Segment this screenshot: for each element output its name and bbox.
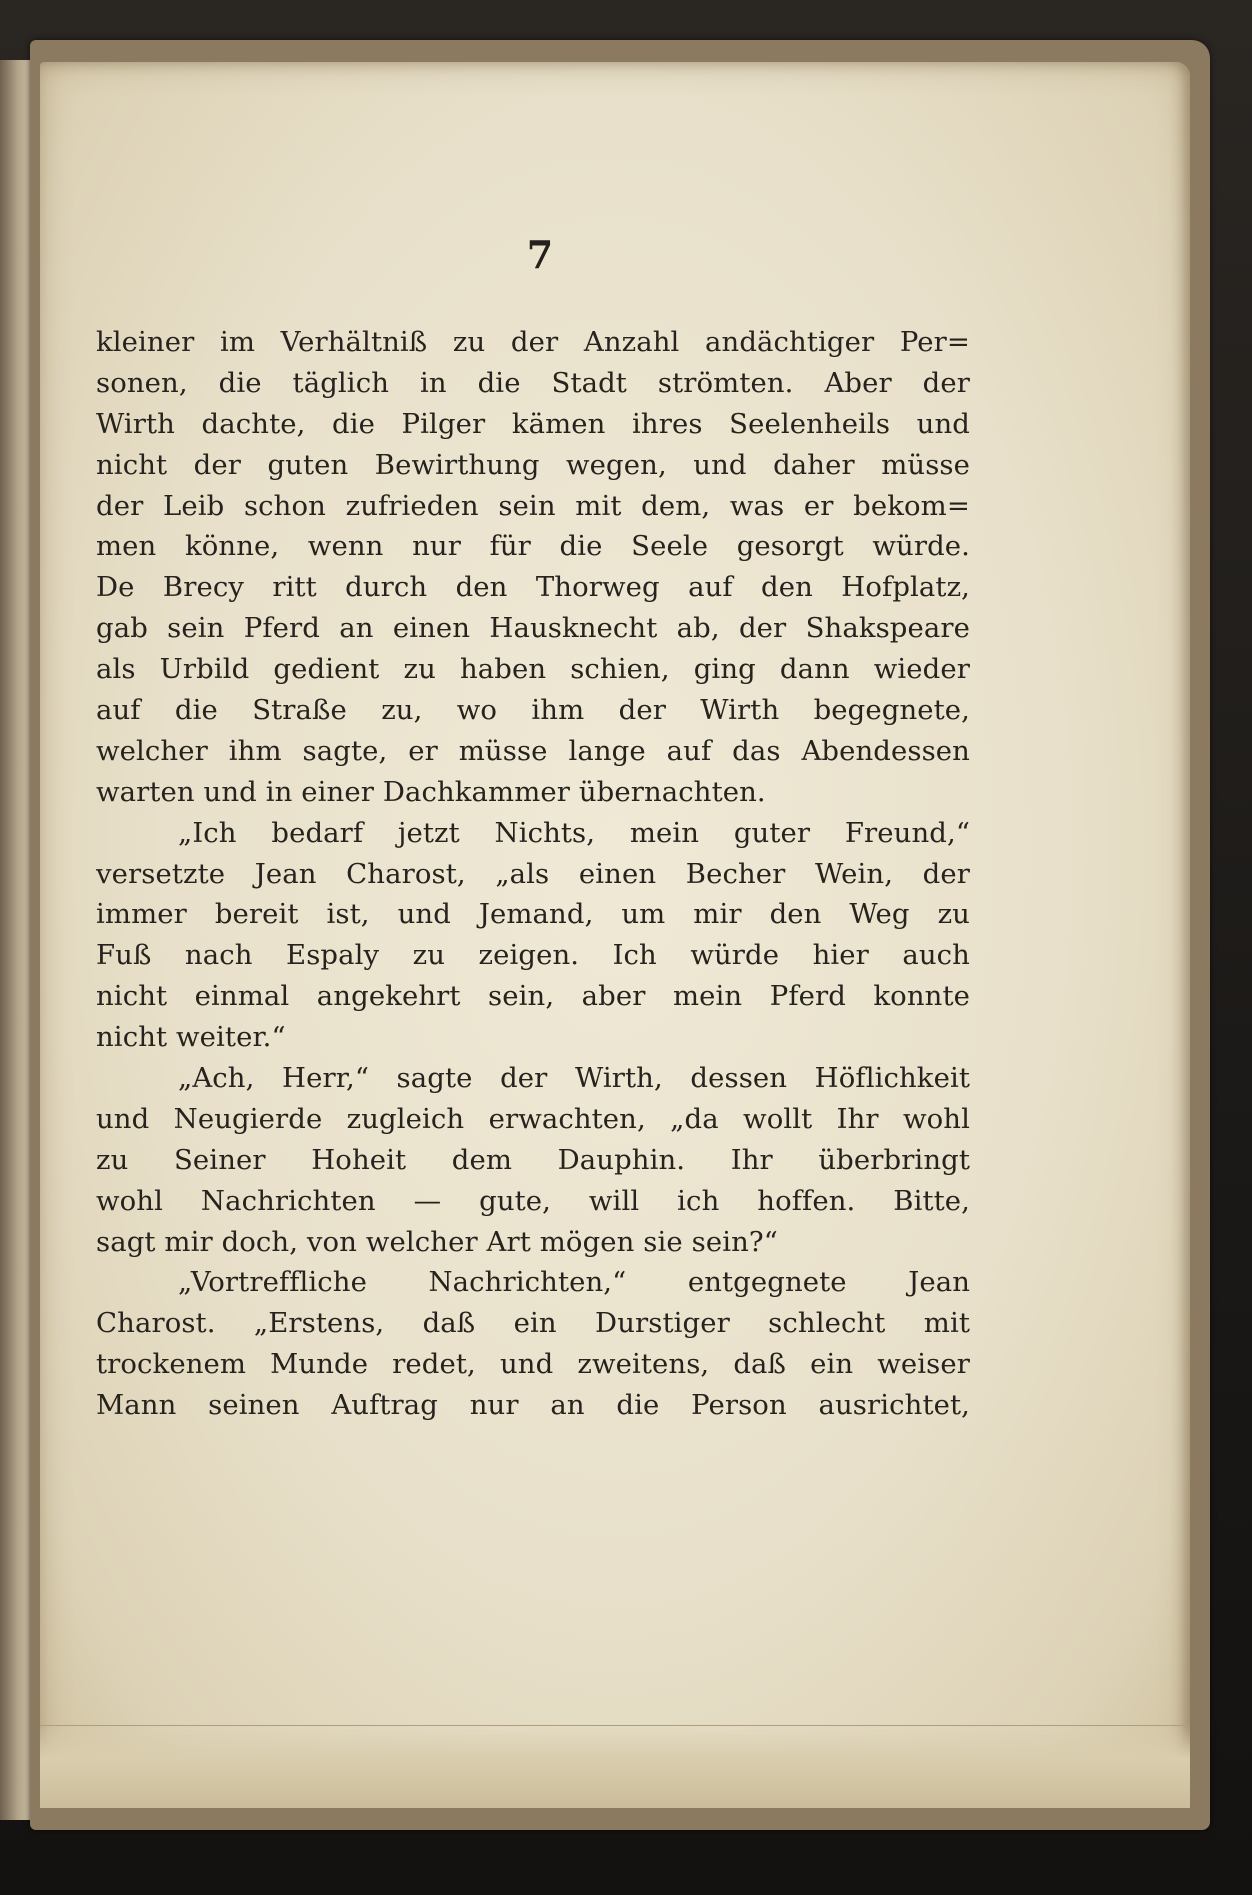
text-line: Fuß nach Espaly zu zeigen. Ich würde hier auch: [96, 939, 970, 972]
text-line: nicht weiter.“: [96, 1021, 286, 1054]
text-line: Wirth dachte, die Pilger kämen ihres Seelenheils und: [96, 407, 970, 440]
text-line: „Ach, Herr,“ sagte der Wirth, dessen Höflichkeit: [178, 1062, 970, 1095]
text-line: trockenem Munde redet, und zweitens, daß ein weiser: [96, 1348, 970, 1381]
text-line: kleiner im Verhältniß zu der Anzahl andächtiger Per=: [96, 326, 970, 358]
text-line: wohl Nachrichten — gute, will ich hoffen. Bitte,: [96, 1184, 970, 1217]
text-line: De Brecy ritt durch den Thorweg auf den Hofplatz,: [96, 571, 970, 604]
page-bottom-margin: [40, 1725, 1190, 1808]
text-line: der Leib schon zufrieden sein mit dem, was er bekom=: [96, 489, 970, 522]
text-line: nicht einmal angekehrt sein, aber mein Pferd konnte: [96, 980, 970, 1013]
text-line: „Ich bedarf jetzt Nichts, mein guter Freund,“: [178, 816, 970, 849]
page-number: 7: [526, 232, 554, 277]
text-line: men könne, wenn nur für die Seele gesorgt würde.: [96, 530, 970, 563]
text-line: nicht der guten Bewirthung wegen, und daher müsse: [96, 448, 970, 481]
text-line: welcher ihm sagte, er müsse lange auf das Abendessen: [96, 734, 970, 767]
text-line: als Urbild gedient zu haben schien, ging dann wieder: [96, 653, 970, 686]
text-line: auf die Straße zu, wo ihm der Wirth begegnete,: [96, 694, 970, 727]
text-line: Charost. „Erstens, daß ein Durstiger schlecht mit: [96, 1307, 970, 1340]
text-line: immer bereit ist, und Jemand, um mir den Weg zu: [96, 898, 970, 931]
text-line: sonen, die täglich in die Stadt strömten. Aber der: [96, 366, 970, 399]
text-line: gab sein Pferd an einen Hausknecht ab, der Shakspeare: [96, 612, 970, 645]
text-line: und Neugierde zugleich erwachten, „da wollt Ihr wohl: [96, 1102, 970, 1135]
text-line: sagt mir doch, von welcher Art mögen sie sein?“: [96, 1225, 778, 1258]
text-line: warten und in einer Dachkammer übernachten.: [96, 775, 766, 808]
text-line: Mann seinen Auftrag nur an die Person ausrichtet,: [96, 1389, 970, 1422]
text-line: versetzte Jean Charost, „als einen Becher Wein, der: [96, 857, 970, 890]
body-text: [96, 322, 970, 1426]
text-line: „Vortreffliche Nachrichten,“ entgegnete Jean: [178, 1266, 970, 1299]
text-line: zu Seiner Hoheit dem Dauphin. Ihr überbringt: [96, 1143, 970, 1176]
